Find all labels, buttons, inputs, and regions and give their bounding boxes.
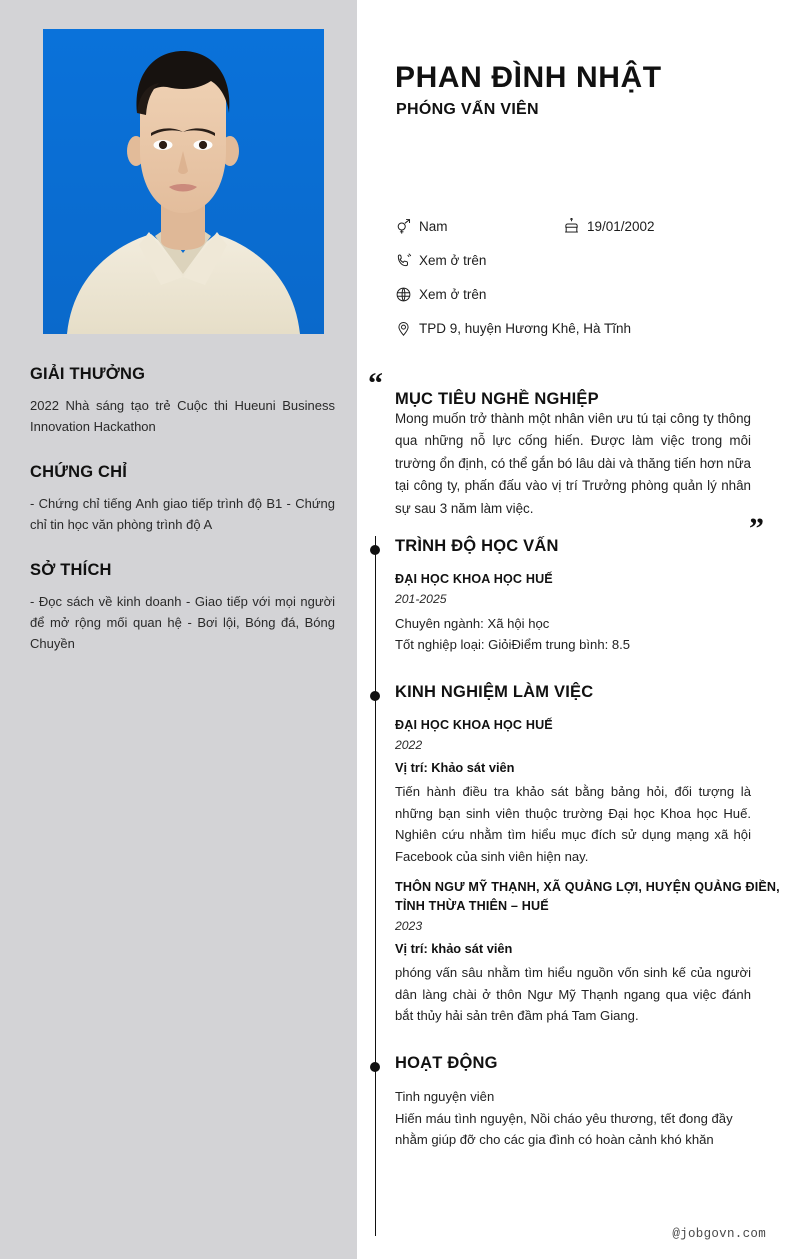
experience-desc: phóng vấn sâu nhằm tìm hiểu nguồn vốn sinh kế của người dân làng chài ở thôn Ngư Mỹ Thạnh ngang qua việc đánh bắt thủy hải sản trên đầm phá Tam Giang. bbox=[395, 965, 751, 1024]
job-title: PHÓNG VẤN VIÊN bbox=[396, 101, 539, 118]
hobbies-heading: SỞ THÍCH bbox=[30, 560, 112, 579]
contact-address bbox=[395, 320, 631, 337]
experience-date: 2023 bbox=[395, 918, 423, 933]
contact-row bbox=[395, 218, 765, 252]
sidebar-section-awards bbox=[30, 365, 335, 437]
contact-gender-text: Nam bbox=[419, 219, 448, 234]
objective-heading: MỤC TIÊU NGHỀ NGHIỆP bbox=[395, 389, 599, 408]
contact-birthday-text: 19/01/2002 bbox=[587, 219, 655, 234]
sidebar bbox=[0, 0, 357, 1259]
location-pin-icon bbox=[395, 320, 412, 337]
timeline-dot-icon bbox=[370, 1062, 380, 1072]
contact-gender bbox=[395, 218, 563, 235]
education-heading: TRÌNH ĐỘ HỌC VẤN bbox=[395, 537, 559, 555]
contact-row bbox=[395, 252, 765, 286]
sidebar-sections bbox=[30, 365, 335, 680]
phone-icon bbox=[395, 252, 412, 269]
activities-desc: Hiến máu tình nguyện, Nồi cháo yêu thương, tết đong đầy nhằm giúp đỡ cho các gia đình có hoàn cảnh khó khăn bbox=[395, 1110, 733, 1148]
timeline-dot-icon bbox=[370, 545, 380, 555]
experience-org: ĐẠI HỌC KHOA HỌC HUẾ bbox=[395, 717, 553, 732]
quote-open-icon: “ bbox=[368, 367, 383, 400]
globe-icon bbox=[395, 286, 412, 303]
contact-address-text: TPD 9, huyện Hương Khê, Hà Tĩnh bbox=[419, 321, 631, 336]
timeline bbox=[357, 536, 790, 1155]
sidebar-section-hobbies bbox=[30, 561, 335, 654]
page-title: PHAN ĐÌNH NHẬT bbox=[395, 61, 662, 95]
contact-phone[interactable] bbox=[395, 252, 486, 269]
timeline-dot-icon bbox=[370, 691, 380, 701]
awards-heading: GIẢI THƯỞNG bbox=[30, 365, 146, 383]
education-date: 201-2025 bbox=[395, 591, 447, 606]
contact-website[interactable] bbox=[395, 286, 486, 303]
education-result: Tốt nghiệp loại: GiỏiĐiểm trung bình: 8.5 bbox=[395, 637, 631, 653]
objective-text: Mong muốn trở thành một nhân viên ưu tú tại công ty thông qua những nỗ lực cống hiến. Được làm việc trong môi trường ổn định, có thể gắn bó lâu dài và thăng tiến hơn nữa tại công ty, phấn đấu vào vị trí Trưởng phòng quản lý nhân sự sau 3 năm làm việc. bbox=[395, 411, 751, 516]
contact-phone-text: Xem ở trên bbox=[419, 253, 487, 268]
portrait-photo-icon bbox=[43, 29, 324, 334]
contact-list bbox=[395, 218, 765, 354]
certificates-text: - Chứng chỉ tiếng Anh giao tiếp trình độ B1 - Chứng chỉ tin học văn phòng trình độ A bbox=[30, 495, 335, 532]
experience-desc: Tiến hành điều tra khảo sát bằng bảng hỏi, đối tượng là những bạn sinh viên thuộc trường Đại học Khoa học Huế. Nghiên cứu nhằm tìm hiểu mục đích sử dụng mạng xã hội Facebook của sinh viên hiện nay. bbox=[395, 784, 751, 864]
contact-row bbox=[395, 286, 765, 320]
activities-heading: HOẠT ĐỘNG bbox=[395, 1053, 498, 1072]
education-org: ĐẠI HỌC KHOA HỌC HUẾ bbox=[395, 571, 553, 586]
contact-row bbox=[395, 320, 765, 354]
gender-icon bbox=[395, 218, 412, 235]
experience-item bbox=[395, 716, 790, 868]
quote-close-icon: ” bbox=[749, 512, 764, 545]
experience-org: THÔN NGƯ MỸ THẠNH, XÃ QUẢNG LỢI, HUYỆN QUẢNG ĐIỀN, TỈNH THỪA THIÊN – HUẾ bbox=[395, 880, 780, 913]
experience-role: Vị trí: khảo sát viên bbox=[395, 940, 513, 956]
experience-heading: KINH NGHIỆM LÀM VIỆC bbox=[395, 682, 594, 701]
experience-role: Vị trí: Khảo sát viên bbox=[395, 759, 515, 775]
section-activities bbox=[357, 1053, 790, 1151]
contact-birthday bbox=[563, 218, 655, 235]
experience-date: 2022 bbox=[395, 737, 423, 752]
experience-item bbox=[395, 878, 790, 1027]
awards-text: 2022 Nhà sáng tạo trẻ Cuộc thi Hueuni Business Innovation Hackathon bbox=[30, 397, 335, 434]
education-major: Chuyên ngành: Xã hội học bbox=[395, 615, 550, 631]
watermark: @jobgovn.com bbox=[672, 1227, 766, 1241]
avatar bbox=[43, 29, 324, 334]
section-experience bbox=[357, 682, 790, 1027]
activities-role: Tinh nguyện viên bbox=[395, 1089, 495, 1105]
contact-website-text: Xem ở trên bbox=[419, 287, 487, 302]
birthday-cake-icon bbox=[563, 218, 580, 235]
sidebar-section-certificates bbox=[30, 463, 335, 535]
main-content bbox=[357, 0, 790, 1259]
hobbies-text: - Đọc sách về kinh doanh - Giao tiếp với mọi người để mở rộng mối quan hệ - Bơi lội, Bóng đá, Bóng Chuyền bbox=[30, 593, 335, 651]
certificates-heading: CHỨNG CHỈ bbox=[30, 462, 128, 481]
section-education bbox=[357, 536, 790, 656]
